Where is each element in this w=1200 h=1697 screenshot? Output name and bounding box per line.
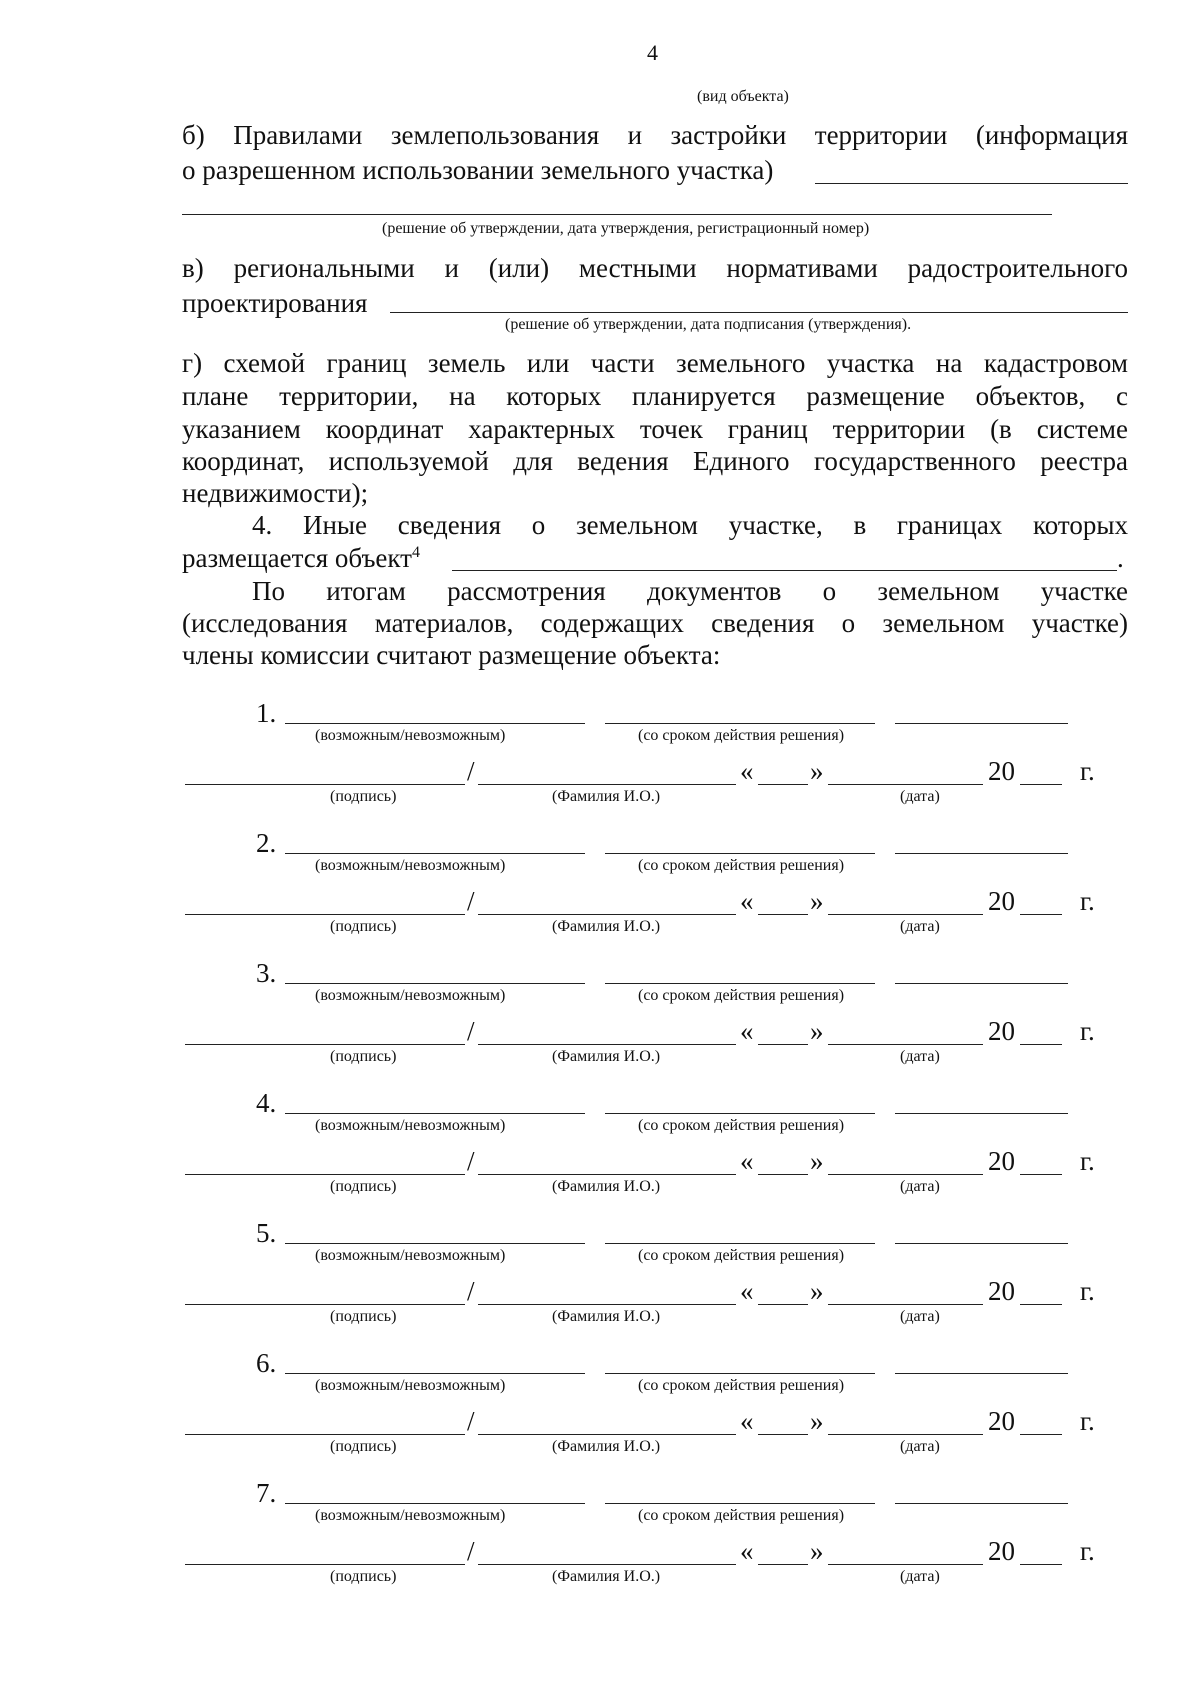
year-prefix: 20	[988, 1146, 1015, 1176]
object-type-caption: (вид объекта)	[697, 88, 789, 105]
term-caption: (со сроком действия решения)	[638, 857, 845, 874]
year-blank[interactable]	[1020, 1174, 1062, 1175]
quote-open: «	[740, 1276, 754, 1306]
member-number: 7.	[256, 1478, 277, 1508]
section-b-line1: б) Правилами землепользования и застройки территории (информация	[182, 120, 1128, 150]
quote-open: «	[740, 1406, 754, 1436]
slash: /	[467, 1276, 475, 1306]
day-blank[interactable]	[758, 1174, 808, 1175]
name-caption: (Фамилия И.О.)	[552, 1438, 661, 1455]
quote-open: «	[740, 756, 754, 786]
date-caption: (дата)	[900, 1048, 940, 1065]
name-blank[interactable]	[478, 1174, 736, 1175]
name-caption: (Фамилия И.О.)	[552, 1568, 661, 1585]
section-v-line2: проектирования	[182, 288, 368, 318]
section-g-line2: плане территории, на которых планируется размещение объектов, с	[182, 381, 1128, 411]
name-caption: (Фамилия И.О.)	[552, 1048, 661, 1065]
member-number: 5.	[256, 1218, 277, 1248]
year-blank[interactable]	[1020, 914, 1062, 915]
day-blank[interactable]	[758, 1304, 808, 1305]
extra-blank[interactable]	[895, 983, 1068, 984]
month-blank[interactable]	[828, 1304, 983, 1305]
quote-close: »	[810, 1016, 824, 1046]
name-blank[interactable]	[478, 1434, 736, 1435]
section-g-line3: указанием координат характерных точек границ территории (в системе	[182, 414, 1128, 444]
section-g-line1: г) схемой границ земель или части земельного участка на кадастровом	[182, 348, 1128, 378]
signature-blank[interactable]	[185, 1304, 465, 1305]
quote-open: «	[740, 1146, 754, 1176]
term-caption: (со сроком действия решения)	[638, 1117, 845, 1134]
member-number: 4.	[256, 1088, 277, 1118]
month-blank[interactable]	[828, 1434, 983, 1435]
signature-blank[interactable]	[185, 914, 465, 915]
year-prefix: 20	[988, 1406, 1015, 1436]
date-caption: (дата)	[900, 1308, 940, 1325]
date-caption: (дата)	[900, 1438, 940, 1455]
signature-caption: (подпись)	[330, 1308, 397, 1325]
term-blank[interactable]	[605, 1503, 875, 1504]
date-caption: (дата)	[900, 1178, 940, 1195]
year-suffix: г.	[1080, 1536, 1095, 1566]
day-blank[interactable]	[758, 1434, 808, 1435]
year-blank[interactable]	[1020, 1564, 1062, 1565]
name-blank[interactable]	[478, 1564, 736, 1565]
name-caption: (Фамилия И.О.)	[552, 1178, 661, 1195]
year-prefix: 20	[988, 1276, 1015, 1306]
extra-blank[interactable]	[895, 723, 1068, 724]
section-g-line5: недвижимости);	[182, 478, 369, 508]
extra-blank[interactable]	[895, 1503, 1068, 1504]
name-caption: (Фамилия И.О.)	[552, 1308, 661, 1325]
signature-caption: (подпись)	[330, 918, 397, 935]
term-caption: (со сроком действия решения)	[638, 987, 845, 1004]
name-blank[interactable]	[478, 784, 736, 785]
month-blank[interactable]	[828, 784, 983, 785]
term-blank[interactable]	[605, 853, 875, 854]
slash: /	[467, 1406, 475, 1436]
possible-caption: (возможным/невозможным)	[315, 1117, 506, 1134]
section-v-caption: (решение об утверждении, дата подписания (утверждения).	[505, 316, 912, 333]
section-4-line2	[182, 543, 420, 574]
year-suffix: г.	[1080, 1406, 1095, 1436]
quote-open: «	[740, 1536, 754, 1566]
quote-close: »	[810, 1276, 824, 1306]
possible-caption: (возможным/невозможным)	[315, 1377, 506, 1394]
extra-blank[interactable]	[895, 1243, 1068, 1244]
signature-blank[interactable]	[185, 1174, 465, 1175]
quote-close: »	[810, 1146, 824, 1176]
day-blank[interactable]	[758, 1564, 808, 1565]
member-number: 2.	[256, 828, 277, 858]
term-caption: (со сроком действия решения)	[638, 727, 845, 744]
extra-blank[interactable]	[895, 853, 1068, 854]
signature-caption: (подпись)	[330, 1438, 397, 1455]
name-blank[interactable]	[478, 914, 736, 915]
month-blank[interactable]	[828, 1564, 983, 1565]
signature-caption: (подпись)	[330, 1178, 397, 1195]
conclusion-line1: По итогам рассмотрения документов о земельном участке	[252, 576, 1128, 606]
possible-caption: (возможным/невозможным)	[315, 987, 506, 1004]
name-blank[interactable]	[478, 1044, 736, 1045]
year-blank[interactable]	[1020, 1304, 1062, 1305]
year-prefix: 20	[988, 886, 1015, 916]
section-b-line2: о разрешенном использовании земельного участка)	[182, 155, 774, 185]
section-v-line1: в) региональными и (или) местными нормативами радостроительного	[182, 253, 1128, 283]
section-4-blank[interactable]	[452, 570, 1117, 571]
year-prefix: 20	[988, 1536, 1015, 1566]
month-blank[interactable]	[828, 914, 983, 915]
term-blank[interactable]	[605, 1243, 875, 1244]
term-blank[interactable]	[605, 1373, 875, 1374]
name-caption: (Фамилия И.О.)	[552, 918, 661, 935]
date-caption: (дата)	[900, 1568, 940, 1585]
possible-caption: (возможным/невозможным)	[315, 727, 506, 744]
month-blank[interactable]	[828, 1044, 983, 1045]
slash: /	[467, 1146, 475, 1176]
slash: /	[467, 1536, 475, 1566]
term-caption: (со сроком действия решения)	[638, 1507, 845, 1524]
decision-blank[interactable]	[285, 853, 585, 854]
quote-close: »	[810, 756, 824, 786]
name-caption: (Фамилия И.О.)	[552, 788, 661, 805]
conclusion-line3: члены комиссии считают размещение объекта:	[182, 640, 721, 670]
year-suffix: г.	[1080, 756, 1095, 786]
decision-blank[interactable]	[285, 723, 585, 724]
section-4-text: размещается объект	[182, 543, 412, 573]
signature-blank[interactable]	[185, 1564, 465, 1565]
extra-blank[interactable]	[895, 1113, 1068, 1114]
possible-caption: (возможным/невозможным)	[315, 1247, 506, 1264]
page-number: 4	[647, 40, 658, 65]
signature-caption: (подпись)	[330, 1048, 397, 1065]
section-v-blank[interactable]	[390, 312, 1128, 313]
signature-caption: (подпись)	[330, 788, 397, 805]
quote-open: «	[740, 1016, 754, 1046]
month-blank[interactable]	[828, 1174, 983, 1175]
year-suffix: г.	[1080, 1276, 1095, 1306]
slash: /	[467, 756, 475, 786]
date-caption: (дата)	[900, 918, 940, 935]
extra-blank[interactable]	[895, 1373, 1068, 1374]
member-number: 1.	[256, 698, 277, 728]
year-suffix: г.	[1080, 1016, 1095, 1046]
section-b-blank[interactable]	[815, 183, 1128, 184]
conclusion-line2: (исследования материалов, содержащих сведения о земельном участке)	[182, 608, 1128, 638]
day-blank[interactable]	[758, 784, 808, 785]
section-b-blank-2[interactable]	[182, 214, 1052, 215]
footnote-ref: 4	[411, 544, 420, 561]
year-blank[interactable]	[1020, 1434, 1062, 1435]
section-4-end: .	[1117, 543, 1124, 573]
year-suffix: г.	[1080, 886, 1095, 916]
date-caption: (дата)	[900, 788, 940, 805]
day-blank[interactable]	[758, 1044, 808, 1045]
signature-blank[interactable]	[185, 1044, 465, 1045]
section-b-caption: (решение об утверждении, дата утверждения, регистрационный номер)	[382, 220, 870, 237]
term-caption: (со сроком действия решения)	[638, 1377, 845, 1394]
slash: /	[467, 1016, 475, 1046]
quote-close: »	[810, 1406, 824, 1436]
day-blank[interactable]	[758, 914, 808, 915]
term-blank[interactable]	[605, 1113, 875, 1114]
signature-blank[interactable]	[185, 784, 465, 785]
year-suffix: г.	[1080, 1146, 1095, 1176]
member-number: 6.	[256, 1348, 277, 1378]
possible-caption: (возможным/невозможным)	[315, 857, 506, 874]
signature-blank[interactable]	[185, 1434, 465, 1435]
year-blank[interactable]	[1020, 1044, 1062, 1045]
name-blank[interactable]	[478, 1304, 736, 1305]
year-blank[interactable]	[1020, 784, 1062, 785]
year-prefix: 20	[988, 1016, 1015, 1046]
decision-blank[interactable]	[285, 1373, 585, 1374]
quote-close: »	[810, 1536, 824, 1566]
term-blank[interactable]	[605, 723, 875, 724]
section-g-line4: координат, используемой для ведения Единого государственного реестра	[182, 446, 1128, 476]
term-blank[interactable]	[605, 983, 875, 984]
decision-blank[interactable]	[285, 983, 585, 984]
quote-open: «	[740, 886, 754, 916]
decision-blank[interactable]	[285, 1113, 585, 1114]
possible-caption: (возможным/невозможным)	[315, 1507, 506, 1524]
year-prefix: 20	[988, 756, 1015, 786]
decision-blank[interactable]	[285, 1243, 585, 1244]
signature-caption: (подпись)	[330, 1568, 397, 1585]
term-caption: (со сроком действия решения)	[638, 1247, 845, 1264]
decision-blank[interactable]	[285, 1503, 585, 1504]
slash: /	[467, 886, 475, 916]
section-4-line1: 4. Иные сведения о земельном участке, в границах которых	[252, 510, 1128, 540]
quote-close: »	[810, 886, 824, 916]
member-number: 3.	[256, 958, 277, 988]
